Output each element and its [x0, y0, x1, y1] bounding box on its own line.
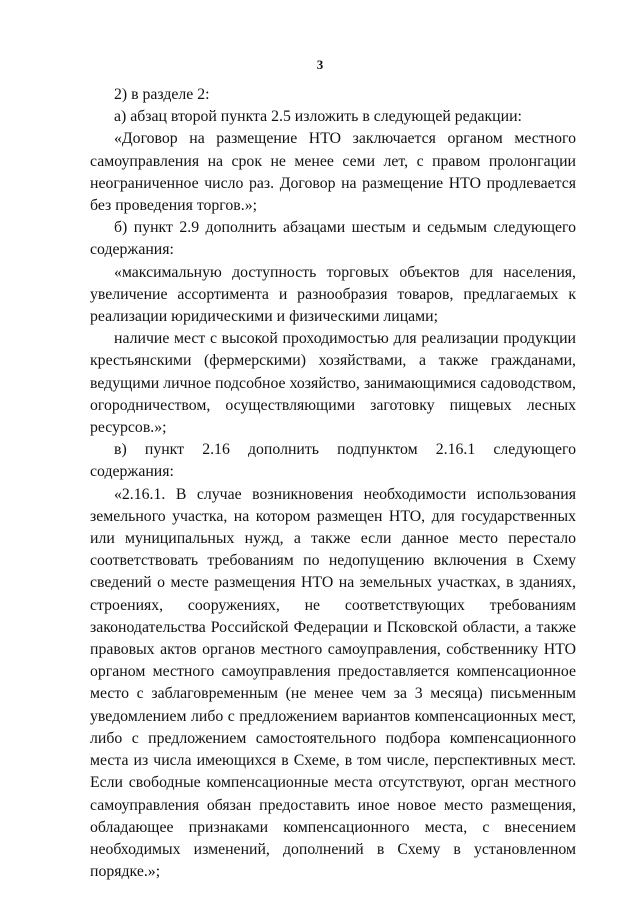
paragraph-quote-2-16-1: «2.16.1. В случае возникновения необходимости использования земельного участка, на котором размещен НТО, для государственных или муниципальных нужд, а также если данное место перестало соответствовать требованиям по недопущению включения в Схему сведений о месте размещения НТО на земельных участках, в зданиях, строениях, сооружениях, не соответствующих требованиям законодательства Российской Федерации и Псковской области, а также правовых актов органов местного самоуправления, собственнику НТО органом местного самоуправления предоставляется компенсационное место с заблаговременным (не менее чем за 3 месяца) письменным уведомлением либо с предложением вариантов компенсационных мест, либо с предложением самостоятельного подбора компенсационного места из числа имеющихся в Схеме, в том числе, перспективных мест. Если свободные компенсационные места отсутствуют, орган местного самоуправления обязан предоставить иное новое место размещения, обладающее признаками компенсационного места, с внесением необходимых изменений, дополнений в Схему в установленном порядке.»; — [90, 485, 576, 881]
paragraph-item-b: б) пункт 2.9 дополнить абзацами шестым и седьмым следующего содержания: — [90, 219, 576, 259]
paragraph-item-a: а) абзац второй пункта 2.5 изложить в следующей редакции: — [114, 108, 522, 126]
paragraph-quote-places: наличие мест с высокой проходимостью для реализации продукции крестьянскими (фермерскими) хозяйствами, а также гражданами, ведущими личное подсобное хозяйство, занимающимися садоводством, огородничеством, осуществляющими заготовку пищевых лесных ресурсов.»; — [90, 330, 576, 437]
paragraph-quote-contract: «Договор на размещение НТО заключается органом местного самоуправления на срок не менее семи лет, с правом пролонгации неограниченное число раз. Договор на размещение НТО продлевается без проведения торгов.»; — [90, 130, 576, 215]
document-body — [90, 84, 576, 883]
paragraph-section-2: 2) в разделе 2: — [114, 86, 210, 103]
page-number: 3 — [316, 57, 324, 72]
paragraph-quote-availability: «максимальную доступность торговых объектов для населения, увеличение ассортимента и разнообразия товаров, предлагаемых к реализации юридическими и физическими лицами; — [90, 263, 576, 326]
paragraph-item-c: в) пункт 2.16 дополнить подпунктом 2.16.1 следующего содержания: — [90, 441, 576, 481]
